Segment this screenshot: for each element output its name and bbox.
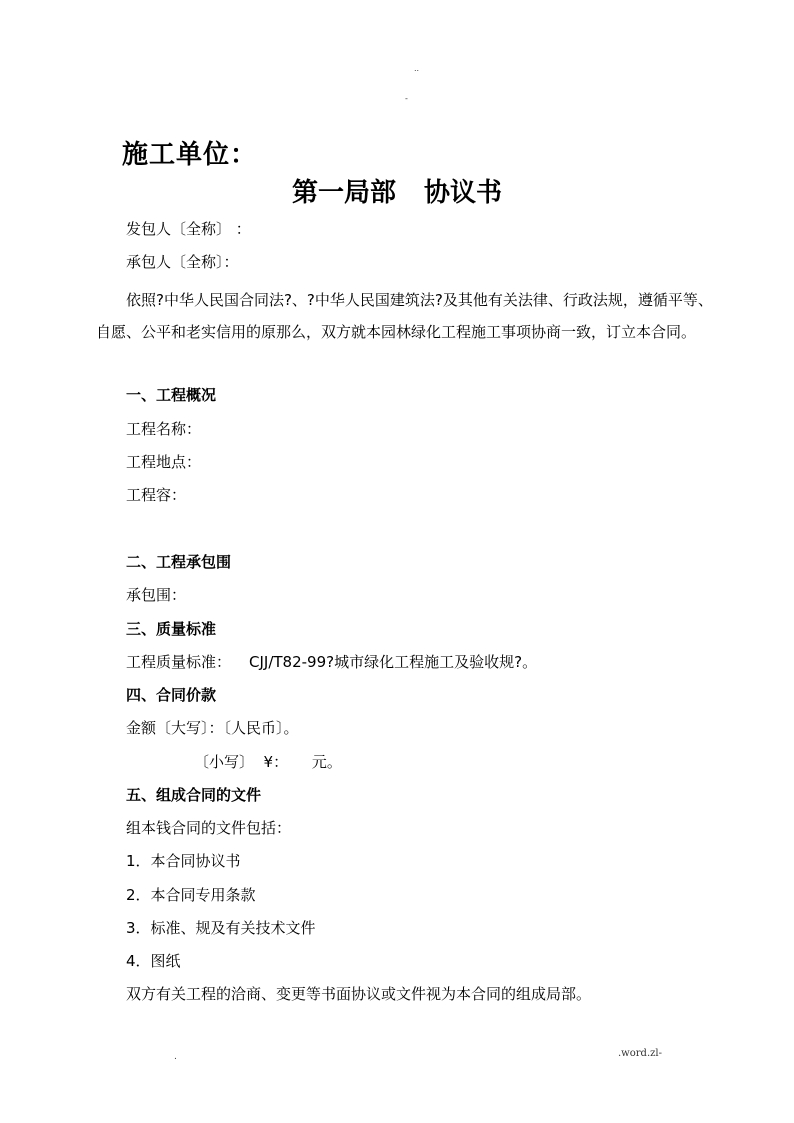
section-2-heading: 二、工程承包围 [126,553,232,571]
amount-words-line: 金额〔大写〕：〔人民币〕。 [126,719,299,737]
section-4-heading: 四、合同价款 [126,686,217,704]
document-item-1: 1．本合同协议书 [126,852,241,870]
unit-title: 施工单位： [122,140,258,170]
project-name-line: 工程名称： [126,420,202,438]
section-5-heading: 五、组成合同的文件 [126,786,262,804]
documents-closing: 双方有关工程的洽商、变更等书面协议或文件视为本合同的组成局部。 [126,985,592,1003]
scope-line: 承包围： [126,586,187,604]
quality-standard-value: CJJ/T82-99?城市绿化工程施工及验收规?。 [249,653,538,671]
intro-paragraph [96,284,720,348]
quality-standard-label: 工程质量标准： [126,653,232,671]
title-agreement-label: 协议书 [424,178,503,208]
footer-right-mark: .word.zl- [618,1048,662,1059]
header-mark: .. [414,64,420,73]
intro-text: 依照?中华人民国合同法?、?中华人民国建筑法?及其他有关法律、行政法规，遵循平等、自愿、公平和老实信用的原那么，双方就本园林绿化工程施工事项协商一致，订立本合同。 [96,291,713,341]
project-content-line: 工程容： [126,486,187,504]
document-item-3: 3．标准、规及有关技术文件 [126,919,316,937]
document-item-2: 2．本合同专用条款 [126,886,256,904]
employer-line: 发包人〔全称〕 ： [126,220,251,238]
amount-figures-line: 〔小写〕 ¥： 元。 [194,753,342,771]
header-dash: - [405,94,408,103]
documents-lead: 组本钱合同的文件包括： [126,819,292,837]
project-location-line: 工程地点： [126,453,202,471]
quality-standard-line [126,652,537,672]
contractor-line: 承包人〔全称〕： [126,253,239,271]
document-item-4: 4．图纸 [126,952,181,970]
section-3-heading: 三、质量标准 [126,620,217,638]
footer-left-mark: . [174,1052,177,1062]
page-title [0,172,794,209]
title-part-label: 第一局部 [291,178,396,208]
section-1-heading: 一、工程概况 [126,386,217,404]
